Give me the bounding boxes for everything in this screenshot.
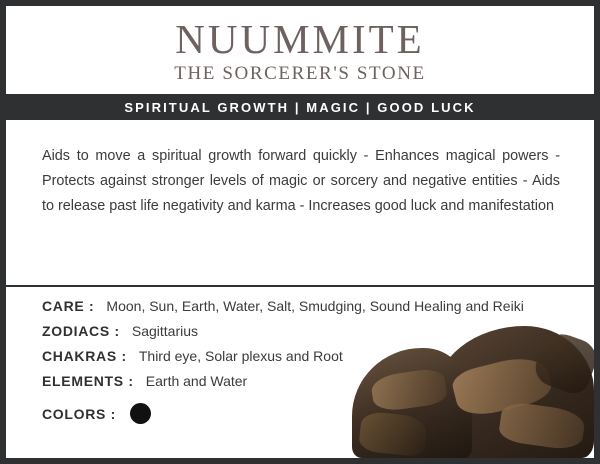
keywords-banner-text: SPIRITUAL GROWTH | MAGIC | GOOD LUCK: [124, 99, 476, 115]
property-label: CARE :: [42, 298, 95, 314]
property-value: Earth and Water: [145, 373, 248, 389]
property-label: ZODIACS :: [42, 323, 120, 339]
property-row-chakras: [42, 348, 594, 364]
description-text: Aids to move a spiritual growth forward quickly - Enhances magical powers - Protects against stronger levels of magic or sorcery and negative entities - Aids to release past life negativity and karma - Increases good luck and manifestation: [42, 148, 560, 214]
property-label: CHAKRAS :: [42, 348, 127, 364]
property-value: Third eye, Solar plexus and Root: [138, 348, 343, 364]
card-header: [6, 6, 594, 85]
description-section: [6, 120, 594, 218]
page-subtitle: THE SORCERER'S STONE: [174, 63, 426, 85]
property-value: Sagittarius: [131, 323, 199, 339]
property-value: Moon, Sun, Earth, Water, Salt, Smudging, Sound Healing and Reiki: [106, 298, 524, 314]
keywords-banner: [6, 94, 594, 120]
page-title: NUUMMITE: [175, 16, 425, 62]
property-label: COLORS :: [42, 406, 117, 422]
property-row-elements: [42, 373, 594, 389]
property-row-colors: [42, 398, 594, 422]
properties-list: [42, 298, 594, 431]
property-label: ELEMENTS :: [42, 373, 134, 389]
section-divider: [6, 285, 594, 287]
property-row-care: [42, 298, 594, 314]
property-row-zodiacs: [42, 323, 594, 339]
color-swatch-black: [130, 403, 151, 424]
